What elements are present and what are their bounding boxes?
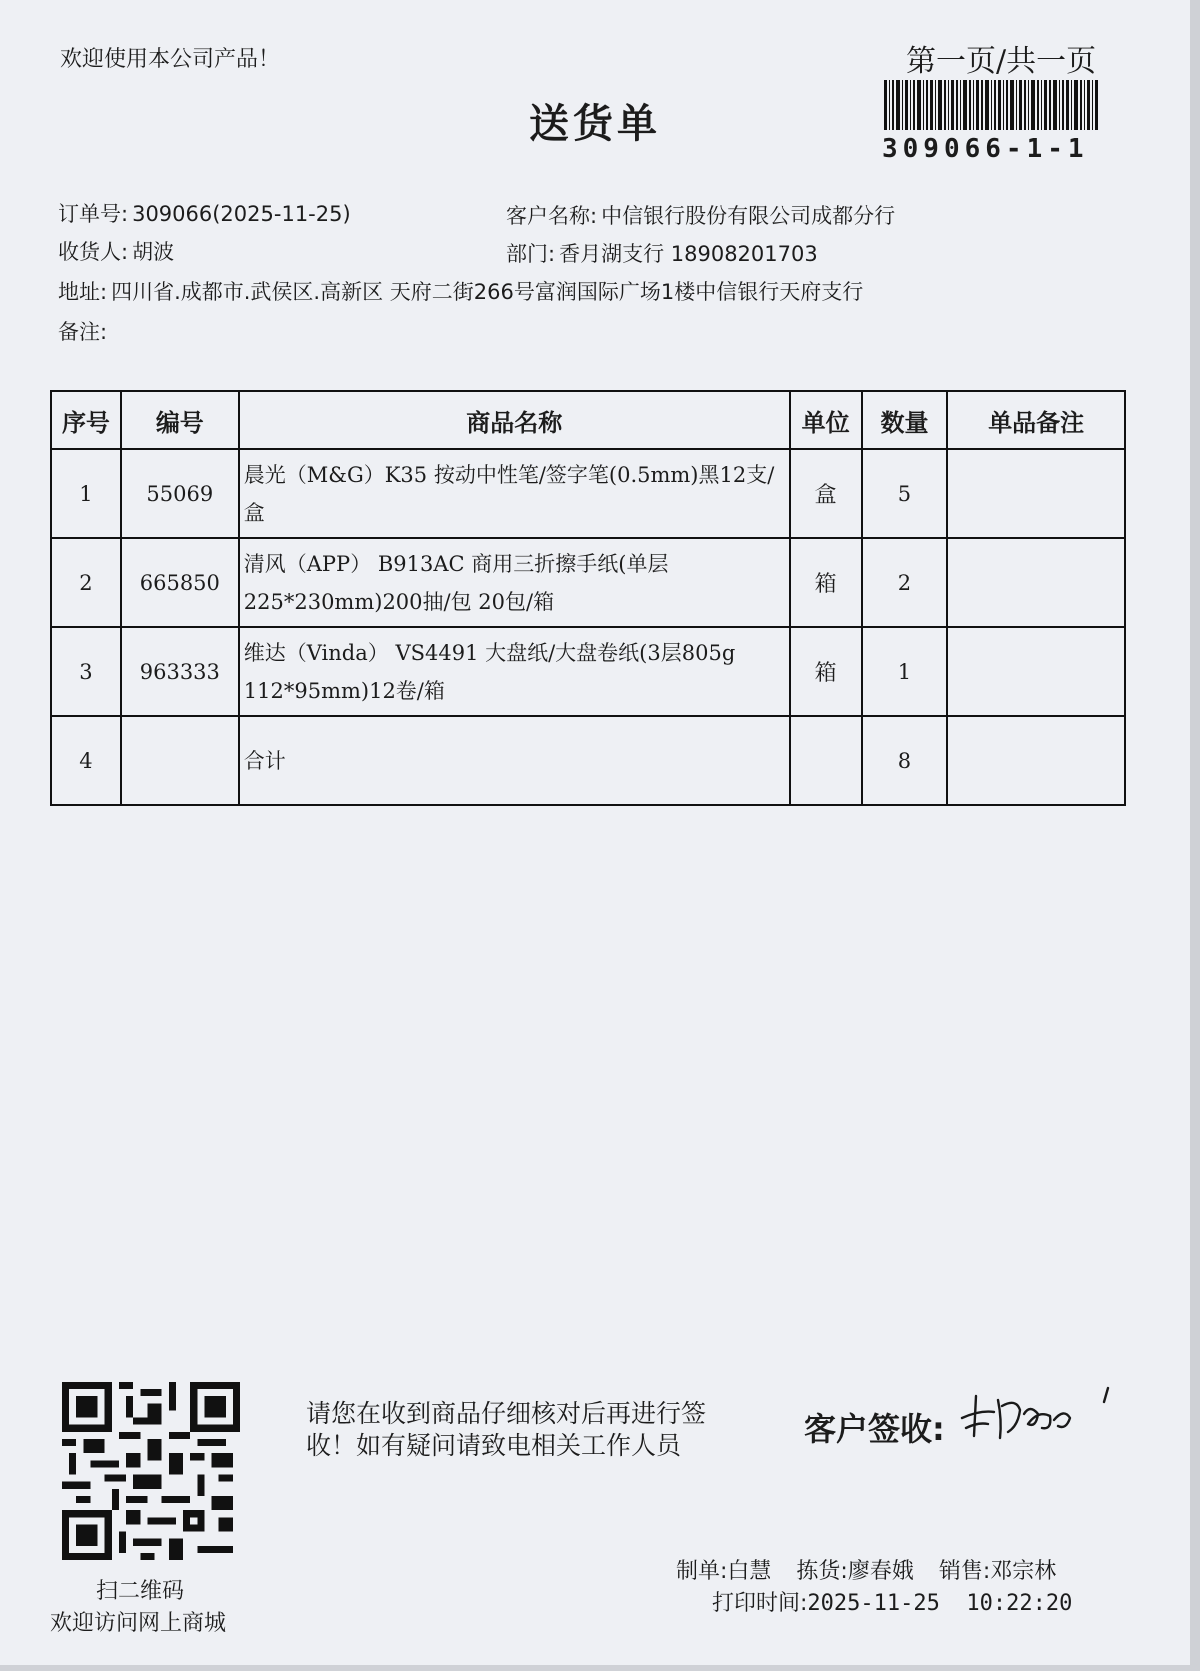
print-time xyxy=(712,1586,1072,1617)
header-seq: 序号 xyxy=(51,391,121,449)
table-total-row xyxy=(51,716,1125,805)
print-time-value: 2025-11-25 10:22:20 xyxy=(807,1591,1073,1616)
receiver-label: 收货人: xyxy=(58,240,129,264)
barcode-number: 309066-1-1 xyxy=(882,134,1089,164)
receiver-field xyxy=(58,236,174,266)
row-code xyxy=(121,716,239,805)
customer-name-field xyxy=(506,200,895,230)
row-code: 665850 xyxy=(121,538,239,627)
department-value: 香月湖支行 18908201703 xyxy=(559,242,818,266)
barcode-image xyxy=(884,80,1098,130)
receipt-notice: 请您在收到商品仔细核对后再进行签收！如有疑问请致电相关工作人员 xyxy=(306,1399,707,1460)
header-quantity: 数量 xyxy=(862,391,948,449)
row-item-note xyxy=(947,538,1125,627)
row-product-name xyxy=(239,716,790,805)
header-product-name: 商品名称 xyxy=(239,391,790,449)
row-code: 963333 xyxy=(121,627,239,716)
row-unit: 盒 xyxy=(790,449,862,538)
welcome-text: 欢迎使用本公司产品！ xyxy=(60,47,281,72)
total-quantity: 8 xyxy=(862,716,948,805)
customer-name-value: 中信银行股份有限公司成都分行 xyxy=(601,204,896,228)
table-row xyxy=(51,449,1125,538)
product-name-line1: 晨光（M&G）K35 按动中性笔/签字笔(0.5mm)黑12支/ xyxy=(243,462,775,487)
product-name-line2: 盒 xyxy=(243,500,265,525)
row-item-note xyxy=(947,449,1125,538)
header-code: 编号 xyxy=(121,391,239,449)
row-unit: 箱 xyxy=(790,627,862,716)
row-quantity: 5 xyxy=(862,449,948,538)
row-seq: 2 xyxy=(51,538,121,627)
handwritten-signature xyxy=(958,1380,1128,1450)
maker-text: 制单:白慧 xyxy=(676,1559,772,1584)
qr-caption-scan: 扫二维码 xyxy=(96,1579,185,1604)
department-field xyxy=(506,238,818,268)
customer-name-label: 客户名称: xyxy=(506,204,598,228)
row-product-name xyxy=(239,538,790,627)
table-header-row xyxy=(51,391,1125,449)
row-product-name xyxy=(239,449,790,538)
remark-field xyxy=(58,316,111,346)
product-name-line2: 112*95mm)12卷/箱 xyxy=(243,678,445,703)
receiver-value: 胡波 xyxy=(132,240,175,264)
address-label: 地址: xyxy=(58,280,108,304)
row-seq: 1 xyxy=(51,449,121,538)
header-unit: 单位 xyxy=(790,391,862,449)
row-unit: 箱 xyxy=(790,538,862,627)
qr-code-image xyxy=(62,1382,240,1560)
row-item-note xyxy=(947,716,1125,805)
product-name-line1: 清风（APP） B913AC 商用三折擦手纸(单层 xyxy=(243,551,669,576)
row-quantity: 2 xyxy=(862,538,948,627)
row-item-note xyxy=(947,627,1125,716)
order-number-label: 订单号: xyxy=(58,202,129,226)
product-name-line2: 225*230mm)200抽/包 20包/箱 xyxy=(243,589,555,614)
remark-label: 备注: xyxy=(58,320,108,344)
items-table xyxy=(50,390,1126,806)
row-code: 55069 xyxy=(121,449,239,538)
row-unit xyxy=(790,716,862,805)
product-name-line1: 维达（Vinda） VS4491 大盘纸/大盘卷纸(3层805g xyxy=(243,640,736,665)
header-item-note: 单品备注 xyxy=(947,391,1125,449)
qr-caption-mall: 欢迎访问网上商城 xyxy=(50,1611,227,1636)
picker-text: 拣货:廖春娥 xyxy=(796,1559,914,1584)
order-number-value: 309066(2025-11-25) xyxy=(132,202,351,226)
page-indicator: 第一页/共一页 xyxy=(906,44,1097,79)
row-product-name xyxy=(239,627,790,716)
sales-text: 销售:邓宗林 xyxy=(938,1559,1057,1584)
print-time-label: 打印时间: xyxy=(712,1591,808,1616)
table-row xyxy=(51,627,1125,716)
address-value: 四川省.成都市.武侯区.高新区 天府二街266号富润国际广场1楼中信银行天府支行 xyxy=(111,280,864,304)
row-seq: 3 xyxy=(51,627,121,716)
row-quantity: 1 xyxy=(862,627,948,716)
total-label: 合计 xyxy=(243,748,286,773)
address-field xyxy=(58,276,863,306)
document-title: 送货单 xyxy=(529,101,661,147)
table-row xyxy=(51,538,1125,627)
row-seq: 4 xyxy=(51,716,121,805)
order-number-field xyxy=(58,198,351,228)
department-label: 部门: xyxy=(506,242,556,266)
customer-sign-label: 客户签收: xyxy=(804,1410,945,1448)
staff-line xyxy=(676,1554,1056,1585)
